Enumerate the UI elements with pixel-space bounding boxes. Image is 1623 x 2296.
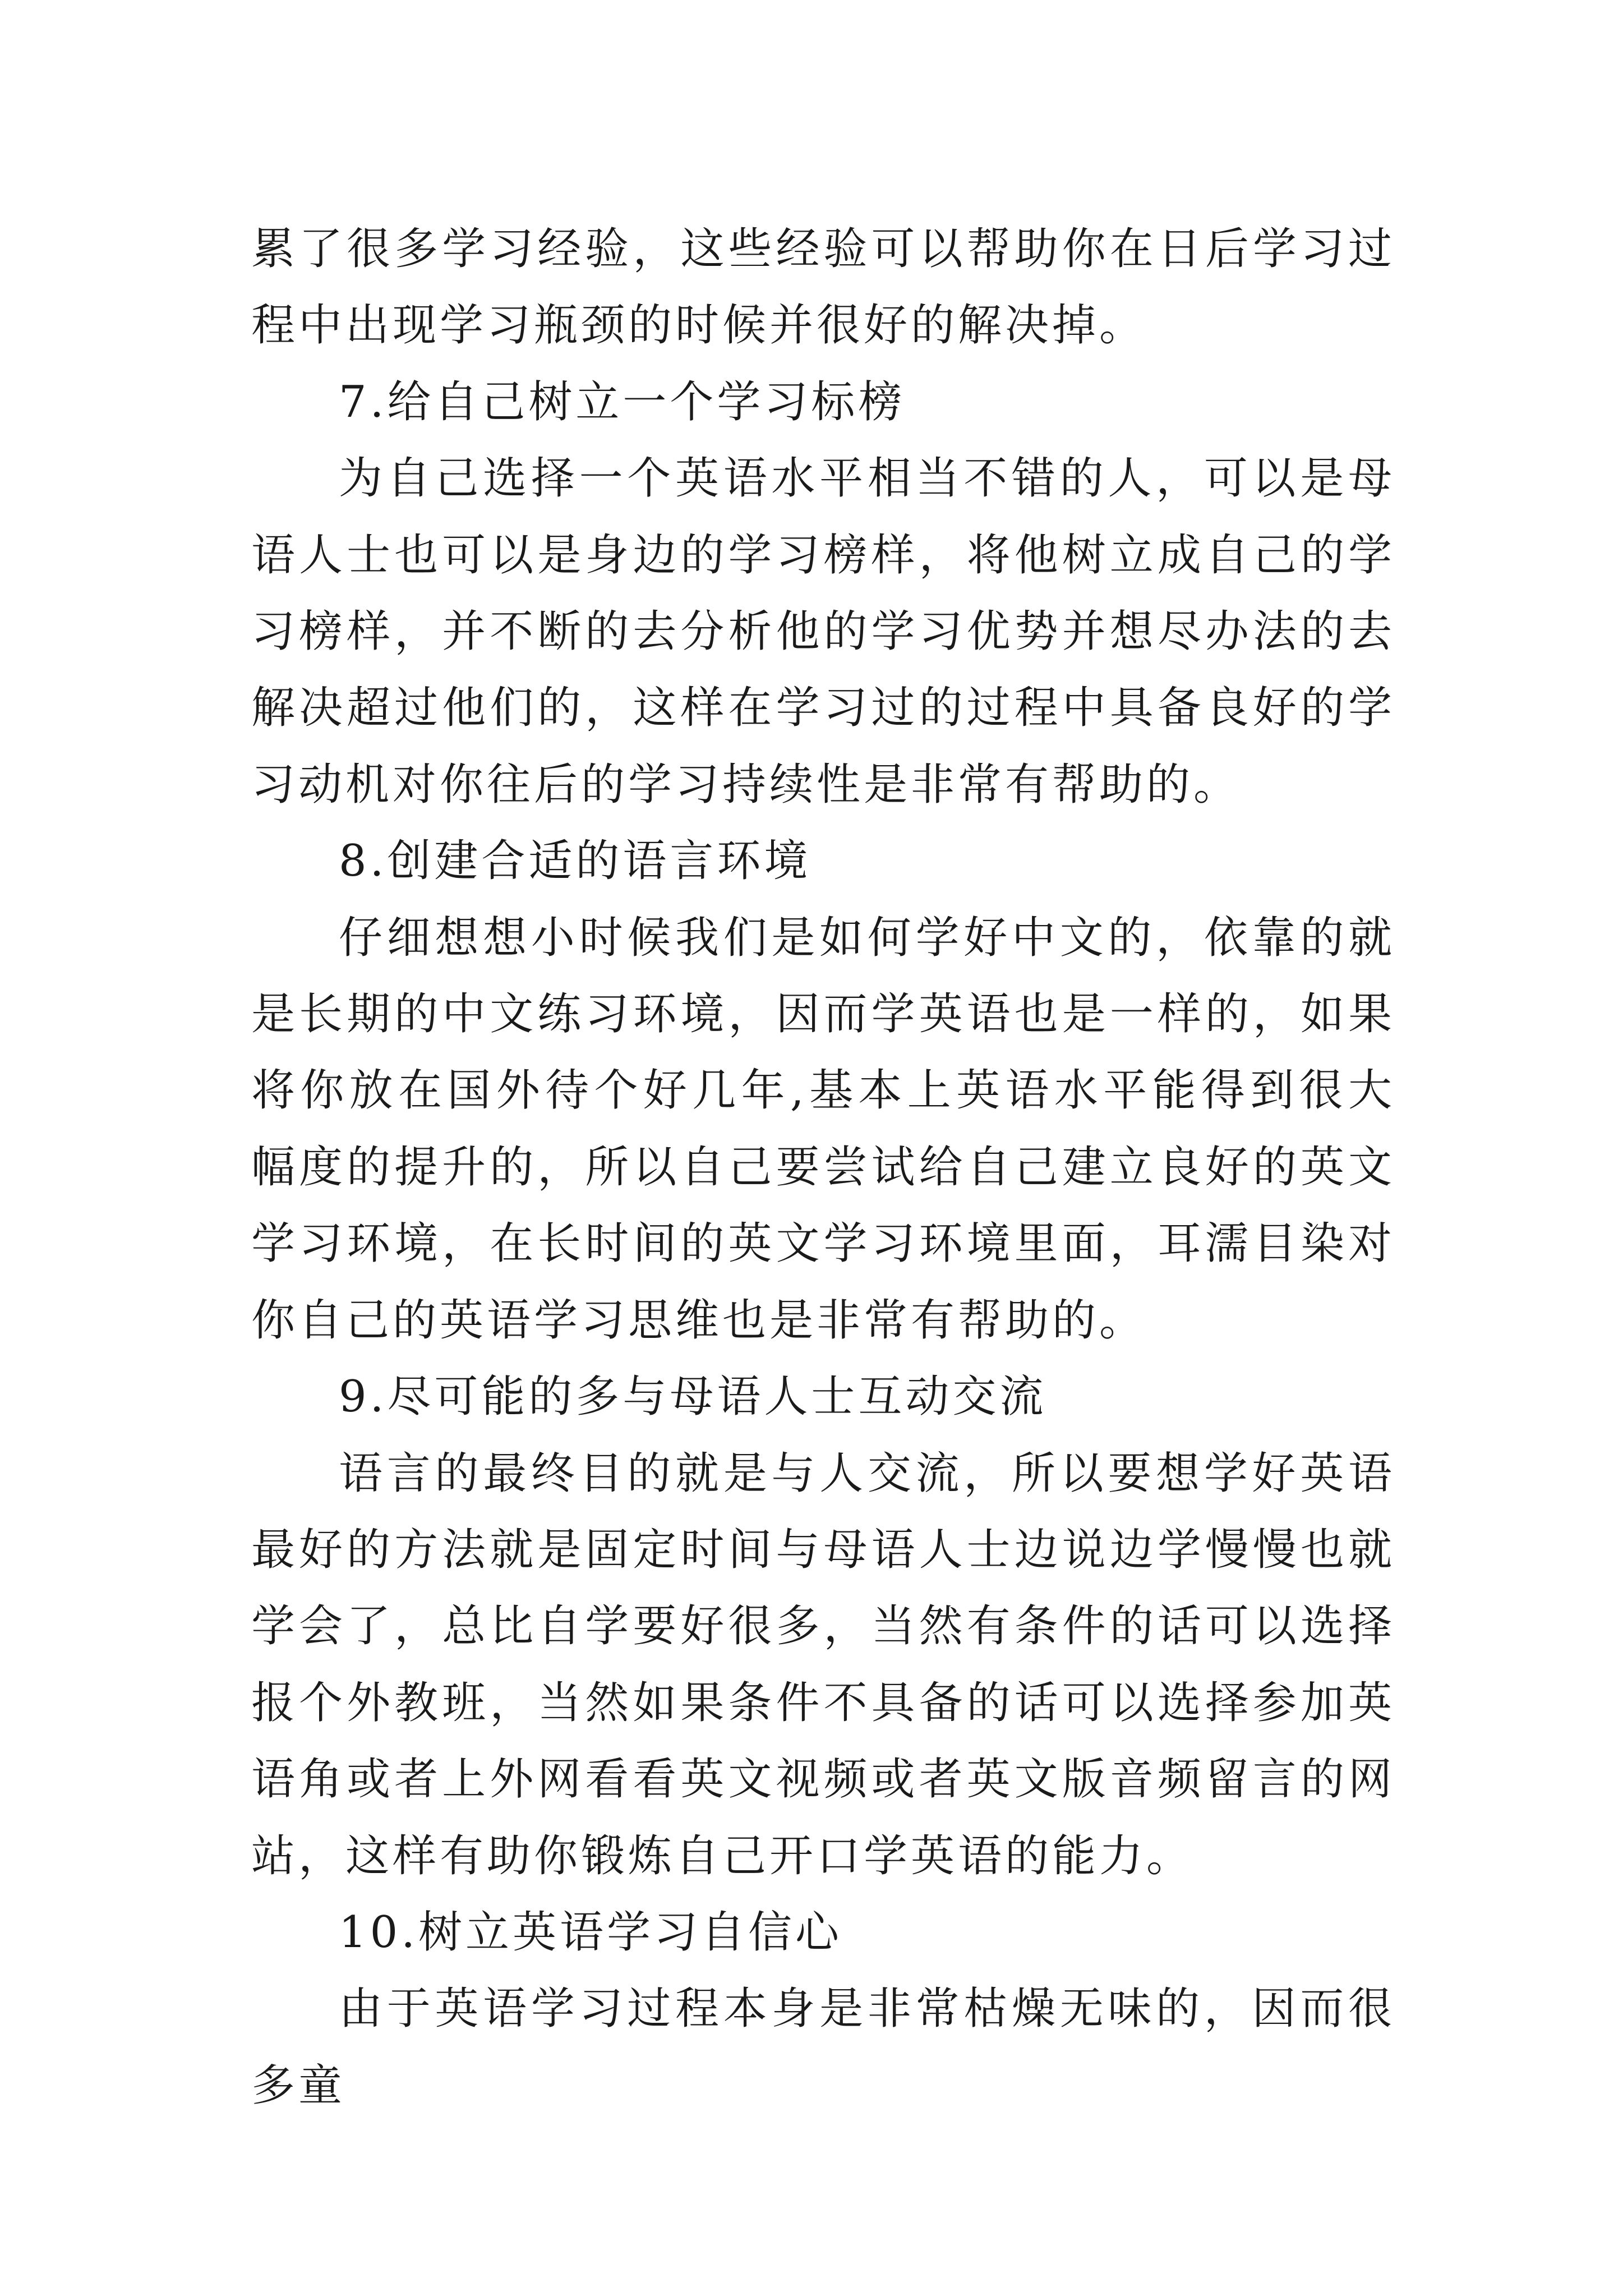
document-body	[251, 211, 1395, 2124]
paragraph-language-environment: 仔细想想小时候我们是如何学好中文的，依靠的就是长期的中文练习环境，因而学英语也是一样的，如果将你放在国外待个好几年,基本上英语水平能得到很大幅度的提升的，所以自己要尝试给自己建立良好的英文学习环境，在长时间的英文学习环境里面，耳濡目染对你自己的英语学习思维也是非常有帮助的。	[251, 912, 1395, 1346]
section-heading-9: 9.尽可能的多与母语人士互动交流	[339, 1372, 1047, 1423]
section-heading-10: 10.树立英语学习自信心	[339, 1907, 843, 1958]
section-heading-7: 7.给自己树立一个学习标榜	[339, 376, 906, 427]
paragraph-confidence: 由于英语学习过程本身是非常枯燥无味的，因而很多童	[251, 1984, 1395, 2111]
paragraph-continued: 累了很多学习经验，这些经验可以帮助你在日后学习过程中出现学习瓶颈的时候并很好的解决掉。	[251, 224, 1395, 351]
paragraph-role-model: 为自己选择一个英语水平相当不错的人，可以是母语人士也可以是身边的学习榜样，将他树立成自己的学习榜样，并不断的去分析他的学习优势并想尽办法的去解决超过他们的，这样在学习过的过程中具备良好的学习动机对你往后的学习持续性是非常有帮助的。	[251, 453, 1395, 810]
section-heading-8: 8.创建合适的语言环境	[339, 836, 811, 887]
paragraph-native-speakers: 语言的最终目的就是与人交流，所以要想学好英语最好的方法就是固定时间与母语人士边说边学慢慢也就学会了，总比自学要好很多，当然有条件的话可以选择报个外教班，当然如果条件不具备的话可以选择参加英语角或者上外网看看英文视频或者英文版音频留言的网站，这样有助你锻炼自己开口学英语的能力。	[251, 1448, 1395, 1881]
